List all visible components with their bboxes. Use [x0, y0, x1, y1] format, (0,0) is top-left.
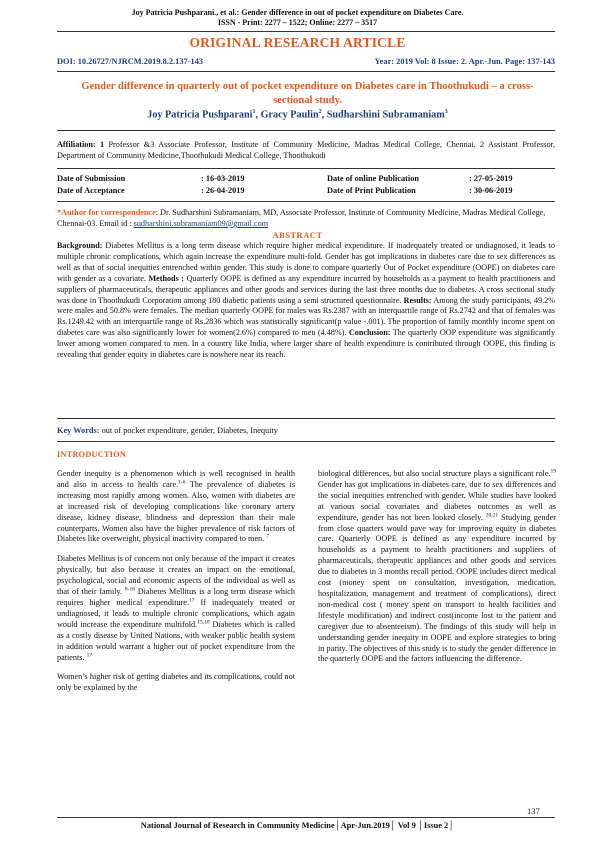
- keywords: [57, 426, 555, 435]
- acceptance-label: Date of Acceptance: [57, 186, 125, 195]
- intro-paragraph-4: [318, 469, 556, 665]
- intro-p4b-text: Gender has got implications in diabetes care, due to sex differences and the social inequities entrenched with gender. While studies have looked at various social covariates and diabetes outcomes as well as expenditure, gender has not been looked closely.: [318, 479, 556, 522]
- running-title: Joy Patricia Pushparani., et al.: Gender difference in out of pocket expenditure on Diabetes Care.: [131, 8, 464, 17]
- intro-p1-text: Gender inequity is a phenomenon which is well recognised in health and also in access to health care.: [57, 469, 295, 489]
- correspondence-text: : Dr. Sudharshini Subramaniam, MD, Associate Professor, Institute of Community Medicine, Madras Medical College, Chennai-03. Email id :: [57, 208, 546, 228]
- conclusion-label: Conclusion:: [348, 328, 391, 338]
- intro-paragraph-3: [57, 672, 295, 694]
- affil-rule: [57, 168, 555, 169]
- keywords-rule: [57, 441, 555, 442]
- online-value: : 27-05-2019: [469, 174, 513, 183]
- intro-p1b-text: The prevalence of diabetes is increasing most rapidly among women. Also, women with diabetes are at increased risk of developing complications like coronary artery disease, kidney disease, blindness and depression than their male counterparts. Women also have the higher prevalence of risk factors of Diabetes like overweight, physical inactivity compared to men.: [57, 479, 296, 544]
- acceptance-value: : 26-04-2019: [201, 186, 245, 195]
- footer-rule: [57, 817, 555, 818]
- background-text: Diabetes Mellitus is a long term disease which require higher medical expenditure. If inadequately treated or undiagnosed, it leads to multiple chronic complications, which again increase the expenditure multi-fold. Gender has got implications in diabetes care due to sex differences as well as that of social inequities entrenched within gender. This study is done to compare quarterly Out of Pocket expenditure (OOPE) on diabetes care with gender as a covariate.: [57, 241, 555, 283]
- print-label: Date of Print Publication: [327, 186, 416, 195]
- citation: 15,18: [197, 619, 210, 626]
- author-1-sup: 1: [252, 109, 256, 115]
- author-2: Gracy Paulin: [260, 109, 319, 121]
- keywords-label: Key Words:: [57, 426, 100, 435]
- abstract-rule: [57, 418, 555, 419]
- affiliation-label: Affiliation: 1: [57, 140, 105, 149]
- intro-p2b-text: Diabetes Mellitus is a long term disease which requires higher medical expenditure.: [57, 587, 295, 607]
- correspondence: [57, 207, 555, 229]
- running-head: [0, 8, 595, 28]
- article-title: Gender difference in quarterly out of pocket expenditure on Diabetes care in Thoothukudi – a cross-sectional study.: [81, 81, 534, 106]
- citation: 7: [266, 533, 269, 540]
- citation: 20,21: [485, 511, 499, 518]
- article-type: ORIGINAL RESEARCH ARTICLE: [189, 35, 406, 50]
- citation: 1-6: [178, 479, 186, 486]
- conclusion-text: The quarterly OOP expenditure was significantly lower among women compared to men. In a country like India, where larger share of health expenditure is contributed through OOPE, this finding is revealing that gender equity in diabetes care is nowhere near its reach.: [57, 328, 556, 360]
- methods-label: Methods :: [148, 273, 185, 283]
- intro-p2c-text: If inadequately treated or undiagnosed, it leads to multiple chronic complications, which again would increase the expenditure multifold.: [57, 597, 295, 629]
- intro-paragraph-2: [57, 554, 295, 663]
- dates-rule: [57, 201, 555, 202]
- header-rule: [57, 31, 555, 32]
- correspondence-label: *Author for correspondence: [57, 208, 156, 217]
- citation: 8-16: [124, 586, 135, 593]
- dates-row-2: [57, 186, 555, 198]
- journal-footer: National Journal of Research in Community Medicine│Apr-Jun.2019│ Vol 9 │Issue 2│: [140, 821, 455, 830]
- print-value: : 30-06-2019: [469, 186, 513, 195]
- intro-p4-text: biological differences, but also social structure plays a significant role.: [318, 469, 551, 478]
- dates-table: [57, 174, 555, 198]
- background-label: Background:: [57, 241, 103, 250]
- author-3-sup: 3: [444, 109, 448, 115]
- doi: DOI: 10.26727/NJRCM.2019.8.2.137-143: [57, 57, 204, 66]
- affiliation-text: Professor &3 Associate Professor, Institute of Community Medicine, Madras Medical College, Chennai. 2 Assistant Professor, Department of Community Medicine,Thoothukudi Medical College, Thoothukudi: [57, 140, 555, 160]
- intro-column-left: [57, 469, 295, 703]
- affiliation: [57, 139, 555, 161]
- intro-p2-text: Diabetes Mellitus is of concern not only because of the impact it creates physically, but also because it creates an impact on the emotional, psychological, social and economic aspects of the individual as well as that of their family.: [57, 554, 295, 597]
- citation: 19: [550, 468, 556, 475]
- results-text: Among the study participants, 49.2% were males and 50.8% were females. The median quarterly OOPE for males was Rs.2387 with an interquartile range of Rs.2742 and that of females was Rs.1249.42 with an interquartile range of Rs.2836 which was statistically significant(p value -.001). The proportion of family monthly income spent on diabetes care was also significantly lower for women(2.6%) compared to men (4.48%).: [57, 295, 555, 338]
- methods-text: Quarterly OOPE is defined as any expenditure incurred by households as a payment to health practitioners and suppliers of pharmaceuticals, therapeutic appliances and other goods and services during the last three months due to diabetes. A cross sectional study was done in Thoothukudi Corporation among 180 diabetic patients using a semi structured questionnaire.: [57, 273, 556, 305]
- author-3: Sudharshini Subramaniam: [326, 109, 445, 121]
- correspondence-email-link[interactable]: sudharshini.subramaniam09@gmail.com: [133, 219, 269, 228]
- meta-rule: [57, 71, 555, 72]
- online-label: Date of online Publication: [327, 174, 419, 183]
- citation: 17: [189, 597, 195, 604]
- intro-p4c-text: Studying gender from close quarters would pave way for improving equity in diabetes care. Quarterly OOPE is defined as any expenditure incurred by households as a payment to health practitioners and suppliers of pharmaceuticals, therapeutic appliances and other goods and services due to diabetes in 3 months recall period. OOPE includes direct medical cost (money spent on consultation, investigation, medication, hospitalization, management and treatment of complications), direct non-medical cost ( money spent on transport to health facilities and lifestyle modification) and indirect cost(income lost to the patient and caregiver due to absenteeism). The findings of this study will help in understanding gender inequity in OOPE and explore strategies to bring in parity. The objectives of this study is to study the gender difference in the quarterly OOPE and the factors influencing the difference.: [318, 512, 556, 664]
- intro-p2d-text: Diabetes which is called as a costly disease by United Nations, with weaker public health system in addition would warrant a higher out of pocket expenditure from the patients.: [57, 619, 295, 662]
- dates-row-1: [57, 174, 555, 186]
- page-number: 137: [527, 806, 540, 816]
- intro-paragraph-1: [57, 469, 295, 545]
- results-label: Results:: [403, 295, 432, 305]
- intro-p3-text: Women’s higher risk of getting diabetes and its complications, could not only be explained by the: [57, 672, 295, 693]
- introduction-heading: INTRODUCTION: [57, 450, 127, 459]
- citation: 17: [86, 651, 93, 658]
- keywords-text: out of pocket expenditure, gender, Diabetes, Inequity: [99, 426, 278, 435]
- authors-rule: [57, 130, 555, 131]
- intro-column-right: [318, 469, 556, 674]
- authors: Joy Patricia Pushparani$^1$, Gracy Paulin$^2$, Sudharshini Subramaniam$^3$: [147, 109, 448, 121]
- issn-line: ISSN - Print: 2277 – 1522; Online: 2277 – 3517: [217, 18, 378, 27]
- author-1: Joy Patricia Pushparani: [147, 109, 253, 121]
- author-2-sup: 2: [318, 109, 322, 115]
- abstract-heading: ABSTRACT: [272, 230, 323, 240]
- submission-label: Date of Submission: [57, 174, 126, 183]
- submission-value: : 16-03-2019: [201, 174, 245, 183]
- abstract-body: [57, 241, 555, 361]
- issue-info: Year: 2019 Vol: 8 Issue: 2. Apr.-Jun. Page: 137-143: [374, 57, 555, 66]
